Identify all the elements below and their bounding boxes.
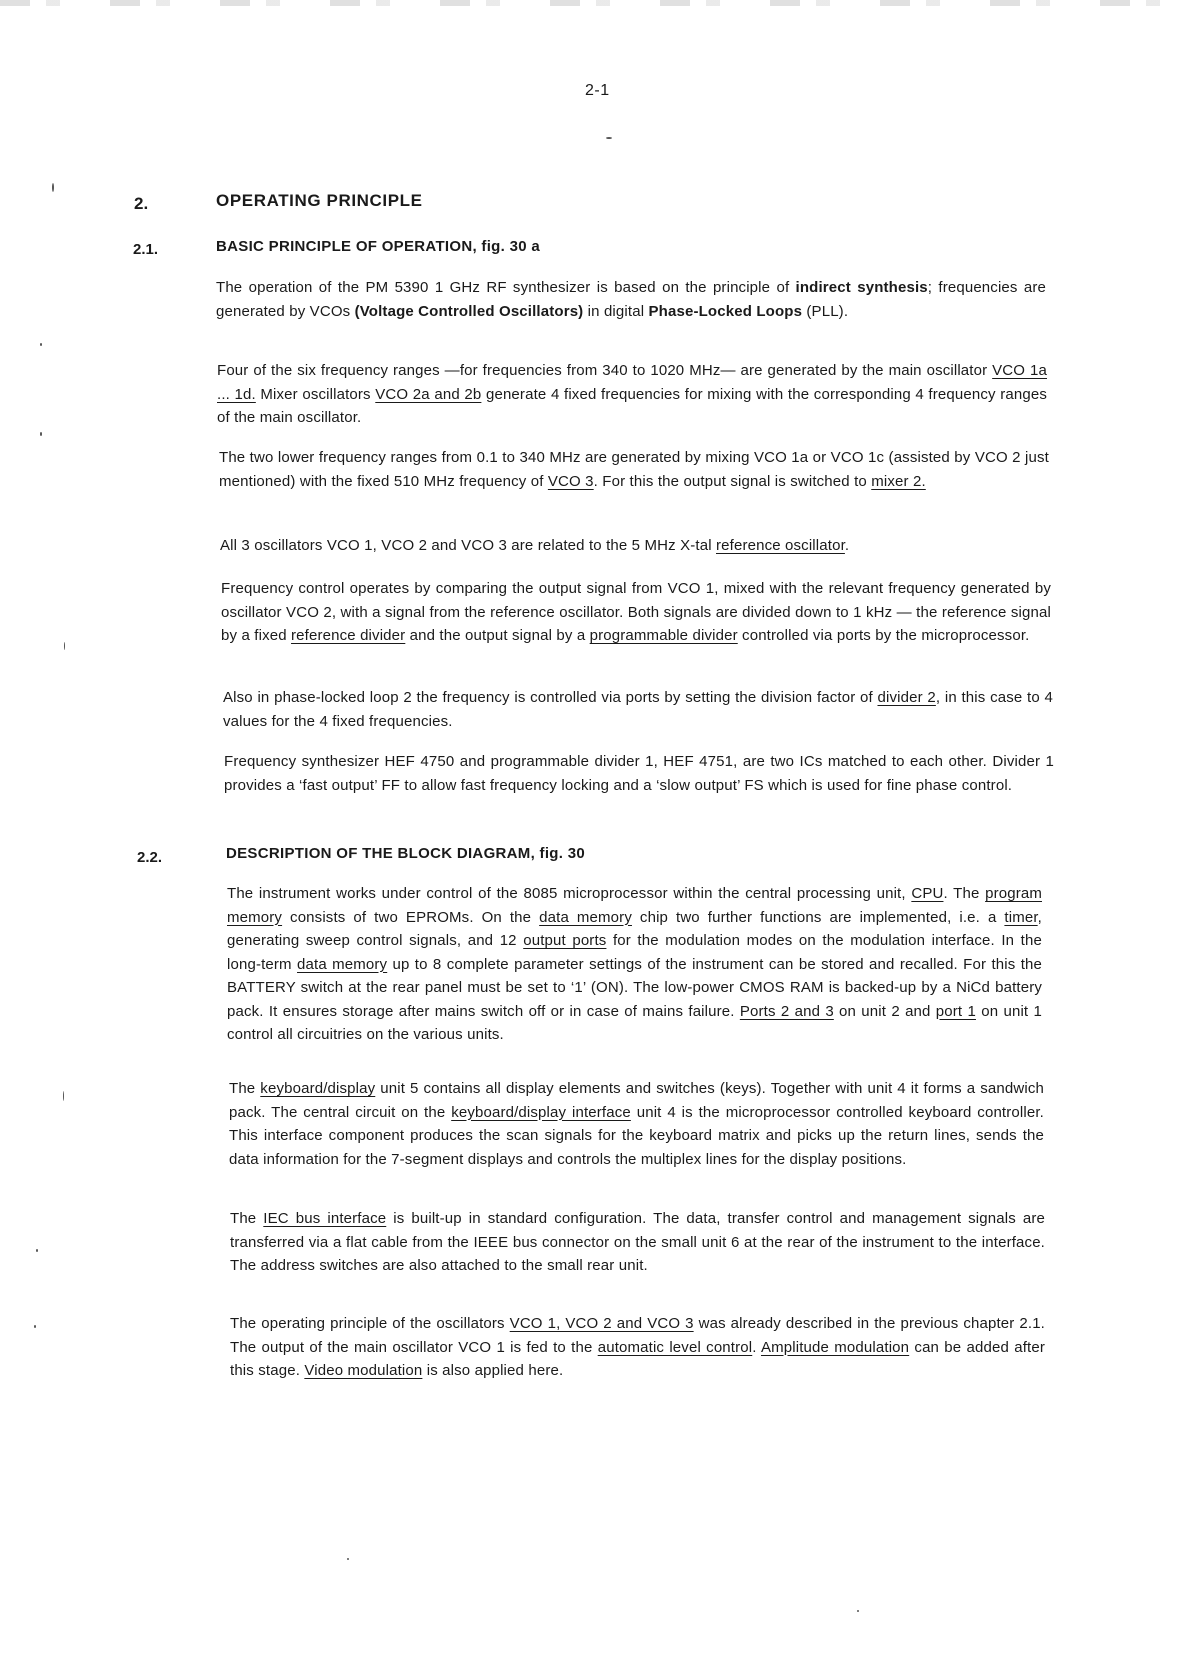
- paragraph-oscillators-modulation: The operating principle of the oscillators VCO 1, VCO 2 and VCO 3 was already described in the previous chapter 2.1. The output of the main oscillator VCO 1 is fed to the automatic level control. Amplitude modulation can be added after this stage. Video modulation is also applied here.: [230, 1315, 1046, 1379]
- scan-speck: [52, 183, 54, 192]
- scan-speck: [347, 1558, 349, 1560]
- subsection-2-2-number: 2.2.: [137, 849, 163, 866]
- scan-edge-noise: [0, 0, 1190, 6]
- scan-speck: [40, 343, 42, 346]
- subsection-2-1-title: BASIC PRINCIPLE OF OPERATION, fig. 30 a: [216, 238, 540, 255]
- scan-speck: [40, 432, 42, 436]
- paragraph-iec-bus-interface: The IEC bus interface is built-up in standard configuration. The data, transfer control and management signals are transferred via a flat cable from the IEEE bus connector on the small unit 6 at the rear of the instrument to the interface. The address switches are also attached to the small rear unit.: [230, 1210, 1045, 1274]
- scan-speck: [34, 1325, 36, 1328]
- paragraph-phase-locked-loop-2: Also in phase-locked loop 2 the frequency is controlled via ports by setting the division factor of divider 2, in this case to 4 values for the 4 fixed frequencies.: [223, 689, 1053, 730]
- paragraph-keyboard-display: The keyboard/display unit 5 contains all display elements and switches (keys). Together with unit 4 it forms a sandwich pack. The central circuit on the keyboard/display interface unit 4 is the microprocessor controlled keyboard controller. This interface component produces the scan signals for the keyboard matrix and picks up the return lines, sends the data information for the 7-segment displays and controls the multiplex lines for the display positions.: [229, 1080, 1044, 1168]
- paragraph-hef-ics: Frequency synthesizer HEF 4750 and programmable divider 1, HEF 4751, are two ICs matched to each other. Divider 1 provides a ‘fast output’ FF to allow fast frequency locking and a ‘slow output’ FS which is used for fine phase control.: [224, 753, 1054, 794]
- paragraph-microprocessor-control: The instrument works under control of the 8085 microprocessor within the central processing unit, CPU. The program memory consists of two EPROMs. On the data memory chip two further functions are implemented, i.e. a timer, generating sweep control signals, and 12 output ports for the modulation modes on the modulation interface. In the long-term data memory up to 8 complete parameter settings of the instrument can be stored and recalled. For this the BATTERY switch at the rear panel must be set to ‘1’ (ON). The low-power CMOS RAM is backed-up by a NiCd battery pack. It ensures storage after mains switch off or in case of mains failure. Ports 2 and 3 on unit 2 and port 1 on unit 1 control all circuitries on the various units.: [227, 885, 1042, 1043]
- paragraph-frequency-ranges: Four of the six frequency ranges —for frequencies from 340 to 1020 MHz— are generated by the main oscillator VCO 1a ... 1d. Mixer oscillators VCO 2a and 2b generate 4 fixed frequencies for mixing with the corresponding 4 frequency ranges of the main oscillator.: [217, 362, 1047, 426]
- scan-speck: [36, 1249, 38, 1252]
- scan-speck: [857, 1610, 859, 1612]
- subsection-2-1-number: 2.1.: [133, 241, 159, 258]
- paragraph-indirect-synthesis: The operation of the PM 5390 1 GHz RF synthesizer is based on the principle of indirect synthesis; frequencies are generated by VCOs (Voltage Controlled Oscillators) in digital Phase-Locked Loops (PLL).: [216, 279, 1046, 320]
- subsection-2-2-title: DESCRIPTION OF THE BLOCK DIAGRAM, fig. 30: [226, 845, 585, 862]
- paragraph-reference-oscillator: All 3 oscillators VCO 1, VCO 2 and VCO 3 are related to the 5 MHz X-tal reference oscillator.: [220, 537, 850, 554]
- paragraph-lower-ranges: The two lower frequency ranges from 0.1 to 340 MHz are generated by mixing VCO 1a or VCO 1c (assisted by VCO 2 just mentioned) with the fixed 510 MHz frequency of VCO 3. For this the output signal is switched to mixer 2.: [219, 449, 1049, 490]
- paragraph-frequency-control: Frequency control operates by comparing the output signal from VCO 1, mixed with the relevant frequency generated by oscillator VCO 2, with a signal from the reference oscillator. Both signals are divided down to 1 kHz — the reference signal by a fixed reference divider and the output signal by a programmable divider controlled via ports by the microprocessor.: [221, 580, 1051, 644]
- section-title: OPERATING PRINCIPLE: [216, 191, 423, 210]
- scan-speck: [606, 137, 612, 139]
- scan-speck: [63, 1091, 64, 1101]
- page-number: 2-1: [585, 82, 610, 99]
- section-number: 2.: [134, 194, 149, 213]
- scan-speck: [64, 642, 65, 650]
